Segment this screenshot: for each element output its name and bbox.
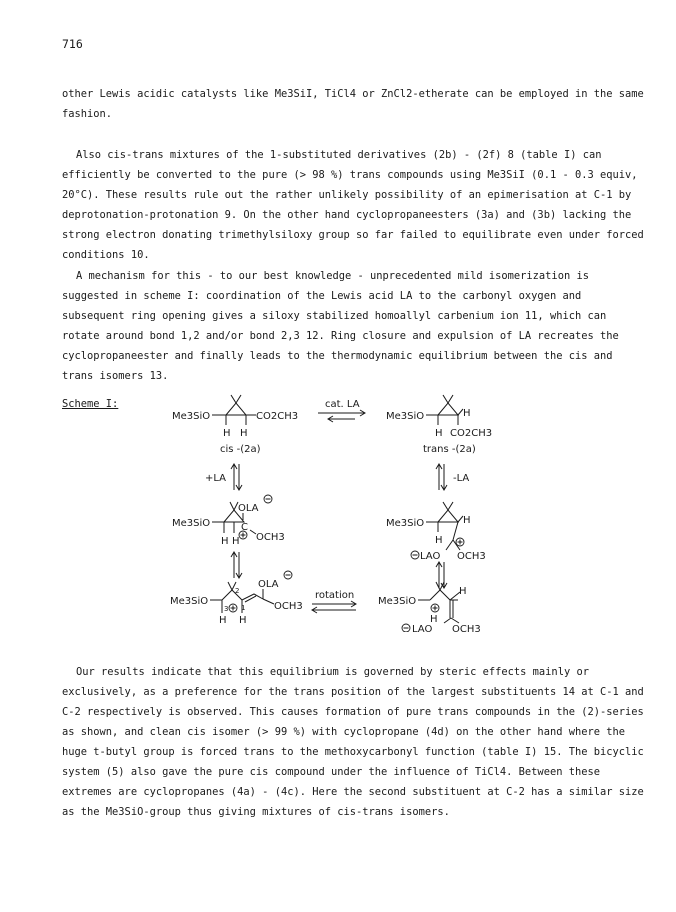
text-line: Our results indicate that this equilibrium is governed by steric effects mainly or	[76, 666, 589, 678]
scheme-co2ch3: CO2CH3	[256, 411, 299, 422]
lower-left-equilibrium	[231, 552, 242, 578]
text-line: Also cis-trans mixtures of the 1-substituted derivatives (2b) - (2f) 8 (table I) can	[76, 149, 602, 161]
scheme-me3sio: Me3SiO	[172, 411, 211, 422]
text-line: huge t-butyl group is forced trans to the methoxycarbonyl function (table I) 15. The bicyclic	[62, 746, 644, 758]
la-complex-left	[172, 495, 285, 547]
cat-la-equilibrium	[318, 399, 365, 422]
bond-number: 3	[224, 605, 229, 613]
la-complex-right	[386, 502, 486, 562]
text-line: deprotonation-protonation 9. On the other hand cyclopropaneesters (3a) and (3b) lacking the	[62, 209, 632, 221]
scheme-ola: OLA	[238, 503, 259, 514]
scheme-h: H	[463, 408, 471, 419]
scheme-lao: LAO	[420, 551, 441, 562]
paragraph-2	[62, 145, 644, 265]
scheme-h: H	[223, 428, 231, 439]
text-line: as shown, and clean cis isomer (> 99 %) with cyclopropane (4d) on the other hand where the	[62, 726, 626, 738]
text-line: trans isomers 13.	[62, 370, 169, 382]
text-line: efficiently be converted to the pure (> 98 %) trans compounds using Me3SiI (0.1 - 0.3 equiv,	[62, 169, 638, 181]
cis-2a-structure	[172, 395, 298, 455]
scheme-h: H	[435, 535, 443, 546]
scheme-label: Scheme I:	[62, 398, 119, 410]
text-line: A mechanism for this - to our best knowledge - unprecedented mild isomerization is	[76, 270, 589, 282]
scheme-och3: OCH3	[256, 532, 285, 543]
rotation-equilibrium	[312, 590, 356, 613]
carbenium-ion-left	[170, 571, 303, 626]
text-line: conditions 10.	[62, 249, 150, 261]
plus-la-label: +LA	[205, 473, 227, 484]
text-line: strong electron donating trimethylsiloxy group so far failed to equilibrate even under forced	[62, 229, 644, 241]
paragraph-1	[62, 84, 644, 124]
text-line: 20°C). These results rule out the rather unlikely possibility of an epimerisation at C-1 by	[62, 189, 632, 201]
scheme-me3sio: Me3SiO	[386, 518, 425, 529]
trans-label: trans -(2a)	[423, 444, 476, 455]
page-number: 716	[62, 37, 83, 51]
minus-la-equilibrium	[436, 464, 469, 490]
scheme-me3sio: Me3SiO	[378, 596, 417, 607]
scheme-h: H	[221, 536, 229, 547]
bond-number: 1	[241, 604, 246, 612]
scheme-och3: OCH3	[457, 551, 486, 562]
text-line: subsequent ring opening gives a siloxy stabilized homoallyl carbenium ion 11, which can	[62, 310, 607, 322]
scheme-me3sio: Me3SiO	[386, 411, 425, 422]
reaction-scheme	[150, 392, 550, 632]
scheme-h: H	[232, 536, 240, 547]
scheme-lao: LAO	[412, 624, 433, 632]
scheme-me3sio: Me3SiO	[170, 596, 209, 607]
scheme-h: H	[219, 615, 227, 626]
scheme-och3: OCH3	[274, 601, 303, 612]
scheme-h: H	[435, 428, 443, 439]
text-line: suggested in scheme I: coordination of the Lewis acid LA to the carbonyl oxygen and	[62, 290, 582, 302]
scheme-och3: OCH3	[452, 624, 481, 632]
text-line: fashion.	[62, 108, 113, 120]
scheme-h: H	[239, 615, 247, 626]
bond-number: 2	[235, 587, 240, 595]
plus-la-equilibrium	[205, 464, 242, 490]
text-line: cyclopropaneester and finally leads to the thermodynamic equilibrium between the cis and	[62, 350, 613, 362]
text-line: rotate around bond 1,2 and/or bond 2,3 12. Ring closure and expulsion of LA recreates the	[62, 330, 619, 342]
minus-la-label: -LA	[453, 473, 470, 484]
trans-2a-structure	[386, 395, 492, 455]
text-line: as the Me3SiO-group thus giving mixtures of cis-trans isomers.	[62, 806, 450, 818]
text-line: exclusively, as a preference for the trans position of the largest substituents 14 at C-1 and	[62, 686, 644, 698]
scheme-co2ch3: CO2CH3	[450, 428, 493, 439]
text-line: extremes are cyclopropanes (4a) - (4c). Here the second substituent at C-2 has a similar size	[62, 786, 644, 798]
scheme-me3sio: Me3SiO	[172, 518, 211, 529]
paragraph-4	[62, 662, 644, 822]
rotation-label: rotation	[315, 590, 355, 601]
text-line: system (5) also gave the pure cis compound under the influence of TiCl4. Between these	[62, 766, 600, 778]
scheme-h: H	[430, 614, 438, 625]
cis-label: cis -(2a)	[220, 444, 261, 455]
scheme-h: H	[459, 586, 467, 597]
scheme-ola: OLA	[258, 579, 279, 590]
carbenium-ion-right	[378, 582, 481, 632]
text-line: C-2 respectively is observed. This causes formation of pure trans compounds in the (2)-series	[62, 706, 644, 718]
text-line: other Lewis acidic catalysts like Me3SiI, TiCl4 or ZnCl2-etherate can be employed in the same	[62, 88, 644, 100]
scheme-c: C	[241, 522, 248, 533]
lower-right-equilibrium	[436, 562, 447, 588]
paragraph-3	[62, 266, 618, 386]
scheme-h: H	[240, 428, 248, 439]
scheme-h: H	[463, 515, 471, 526]
cat-la-label: cat. LA	[325, 399, 360, 410]
